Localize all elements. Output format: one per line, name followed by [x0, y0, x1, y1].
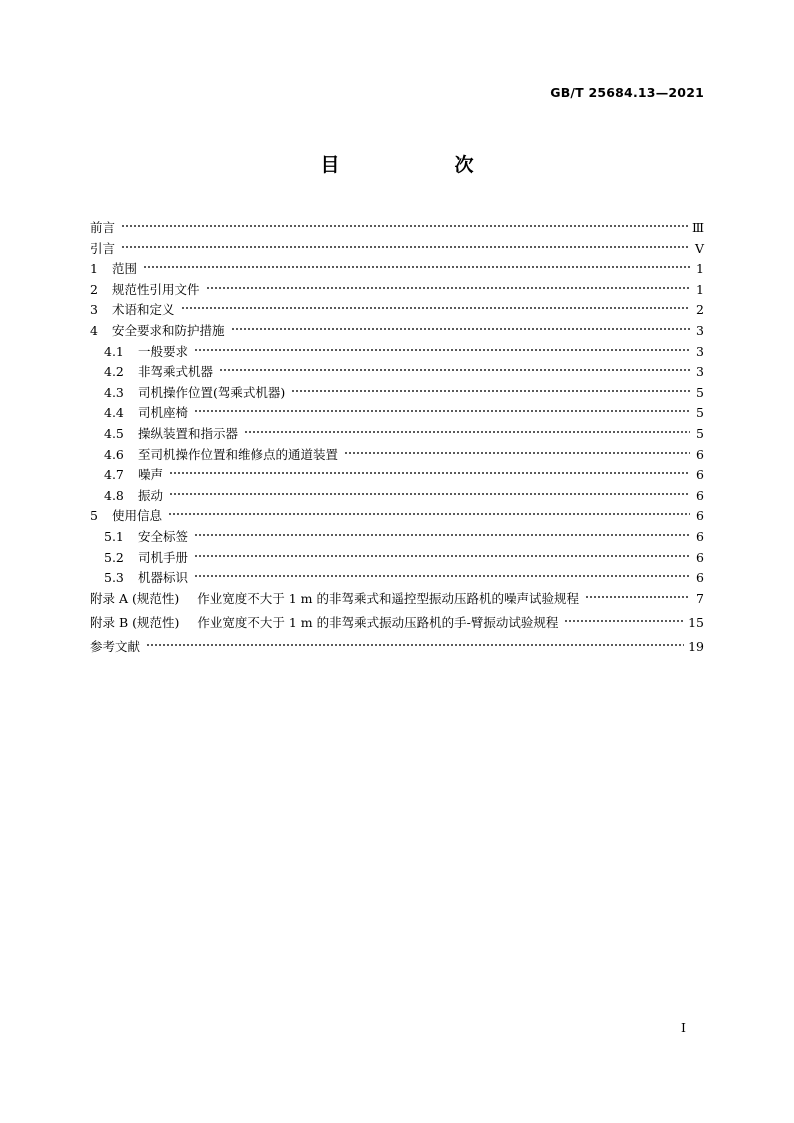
toc-entry-page: 1 — [696, 281, 704, 297]
toc-entry-number: 4.8 — [104, 487, 124, 503]
toc-entry-label — [90, 613, 558, 631]
toc-entry[interactable] — [90, 589, 704, 613]
toc-dot-leader — [194, 532, 690, 538]
toc-entry[interactable] — [90, 424, 704, 445]
toc-entry-page: 6 — [696, 528, 704, 544]
toc-entry-number: 5.3 — [104, 570, 124, 586]
toc-entry-title: 噪声 — [138, 467, 164, 483]
toc-dot-leader — [121, 223, 688, 229]
toc-entry[interactable] — [90, 445, 704, 466]
toc-entry-label — [90, 637, 140, 655]
toc-entry-title: 机器标识 — [138, 570, 189, 586]
toc-entry-number: 2 — [90, 281, 98, 297]
toc-entry-label — [138, 486, 163, 504]
toc-entry[interactable] — [90, 362, 704, 383]
toc-entry-page: 6 — [696, 549, 704, 565]
toc-entry-page: 6 — [696, 446, 704, 462]
toc-entry-page: 1 — [696, 261, 704, 277]
toc-entry-page: 3 — [696, 322, 704, 338]
toc-entry-title: 安全标签 — [138, 528, 189, 544]
footer-page-number: Ⅰ — [681, 1020, 686, 1035]
toc-entry-number: 4 — [90, 322, 98, 338]
toc-entry-number: 4.5 — [104, 425, 124, 441]
toc-entry[interactable] — [90, 218, 704, 239]
toc-entry-label — [138, 342, 188, 360]
toc-entry-label — [112, 300, 175, 318]
toc-entry-page: 2 — [696, 302, 704, 318]
toc-dot-leader — [169, 470, 690, 476]
toc-dot-leader — [168, 511, 690, 517]
toc-entry-label — [138, 548, 188, 566]
toc-dot-leader — [194, 553, 690, 559]
toc-entry-number: 4.2 — [104, 364, 124, 380]
toc-entry[interactable] — [90, 506, 704, 527]
toc-entry-title: 至司机操作位置和维修点的通道装置 — [138, 446, 339, 462]
toc-entry-page: 5 — [696, 384, 704, 400]
toc-entry-page: 7 — [696, 590, 704, 606]
toc-entry-page: 5 — [696, 425, 704, 441]
toc-entry-title: 范围 — [112, 261, 138, 277]
toc-entry-page: 5 — [696, 405, 704, 421]
toc-entry-title: 一般要求 — [138, 343, 189, 359]
toc-entry-page: 6 — [696, 570, 704, 586]
toc-entry-label — [90, 218, 115, 236]
toc-entry-title: 安全要求和防护措施 — [112, 322, 225, 338]
toc-entry-title: 规范性引用文件 — [112, 281, 200, 297]
toc-entry-number: 4.7 — [104, 467, 124, 483]
toc-entry-title: 参考文献 — [90, 639, 141, 655]
toc-entry[interactable] — [90, 383, 704, 404]
toc-dot-leader — [219, 367, 690, 373]
toc-entry-number: 3 — [90, 302, 98, 318]
toc-entry-label — [112, 259, 137, 277]
toc-entry[interactable] — [90, 300, 704, 321]
toc-entry[interactable] — [90, 403, 704, 424]
toc-entry-number: 5.1 — [104, 528, 124, 544]
toc-entry-page: 6 — [696, 508, 704, 524]
toc-entry-number: 4.6 — [104, 446, 124, 462]
toc-entry-label — [90, 589, 579, 607]
toc-entry-number: 4.3 — [104, 384, 124, 400]
toc-entry-number: 5 — [90, 508, 98, 524]
standard-code: GB/T 25684.13—2021 — [550, 85, 704, 100]
toc-entry-page: 6 — [696, 467, 704, 483]
toc-entry-label — [112, 506, 162, 524]
toc-entry-title: 作业宽度不大于 1 m 的非驾乘式振动压路机的手-臂振动试验规程 — [197, 614, 559, 630]
toc-entry-title: 振动 — [138, 487, 164, 503]
toc-entry-label — [112, 321, 225, 339]
toc-entry-number: 4.1 — [104, 343, 124, 359]
toc-entry-title: 司机操作位置(驾乘式机器) — [138, 384, 286, 400]
toc-appendix-tag: 附录 B (规范性) — [90, 614, 180, 630]
toc-entry-page: Ⅲ — [691, 220, 704, 235]
toc-entry[interactable] — [90, 527, 704, 548]
toc-dot-leader — [291, 388, 690, 394]
toc-entry[interactable] — [90, 637, 704, 658]
page-title: 目 次 — [320, 154, 522, 176]
toc-entry[interactable] — [90, 321, 704, 342]
toc-appendix-tag: 附录 A (规范性) — [90, 590, 180, 606]
toc-entry[interactable] — [90, 280, 704, 301]
toc-entry[interactable] — [90, 568, 704, 589]
toc-dot-leader — [244, 429, 690, 435]
toc-dot-leader — [231, 326, 690, 332]
toc-entry-label — [138, 424, 238, 442]
toc-entry-number: 4.4 — [104, 405, 124, 421]
toc-dot-leader — [194, 573, 690, 579]
toc-entry-title: 操纵装置和指示器 — [138, 425, 239, 441]
toc-entry-title: 司机座椅 — [138, 405, 189, 421]
toc-entry-number: 5.2 — [104, 549, 124, 565]
toc-entry-label — [138, 403, 188, 421]
table-of-contents — [90, 218, 704, 658]
toc-entry-label — [138, 445, 338, 463]
toc-dot-leader — [143, 264, 690, 270]
toc-entry-label — [138, 527, 188, 545]
toc-entry[interactable] — [90, 465, 704, 486]
toc-entry-title: 司机手册 — [138, 549, 189, 565]
toc-entry-label — [138, 383, 285, 401]
toc-entry-page: Ⅴ — [694, 240, 704, 256]
toc-entry[interactable] — [90, 259, 704, 280]
toc-entry[interactable] — [90, 548, 704, 569]
toc-entry-label — [112, 280, 200, 298]
toc-entry[interactable] — [90, 486, 704, 507]
toc-dot-leader — [206, 285, 690, 291]
toc-dot-leader — [181, 305, 690, 311]
toc-entry-label — [90, 239, 115, 257]
toc-entry-title: 作业宽度不大于 1 m 的非驾乘式和遥控型振动压路机的噪声试验规程 — [197, 590, 579, 606]
toc-entry[interactable] — [90, 239, 704, 260]
toc-entry-page: 3 — [696, 343, 704, 359]
toc-entry-title: 前言 — [90, 220, 116, 235]
toc-entry[interactable] — [90, 613, 704, 637]
toc-entry-title: 使用信息 — [112, 508, 163, 524]
toc-entry-title: 引言 — [90, 240, 116, 256]
toc-entry-title: 术语和定义 — [112, 302, 175, 318]
toc-entry-page: 19 — [688, 639, 704, 655]
toc-dot-leader — [194, 347, 690, 353]
toc-dot-leader — [146, 642, 684, 648]
toc-dot-leader — [344, 450, 690, 456]
toc-dot-leader — [121, 244, 690, 250]
toc-entry-label — [138, 568, 188, 586]
toc-dot-leader — [194, 408, 690, 414]
toc-entry[interactable] — [90, 342, 704, 363]
toc-entry-title: 非驾乘式机器 — [138, 364, 214, 380]
toc-entry-page: 3 — [696, 364, 704, 380]
toc-entry-page: 6 — [696, 487, 704, 503]
toc-entry-number: 1 — [90, 261, 98, 277]
toc-dot-leader — [585, 594, 690, 600]
toc-dot-leader — [564, 618, 684, 624]
toc-entry-label — [138, 362, 213, 380]
toc-entry-label — [138, 465, 163, 483]
toc-entry-page: 15 — [688, 614, 704, 630]
toc-dot-leader — [169, 491, 690, 497]
